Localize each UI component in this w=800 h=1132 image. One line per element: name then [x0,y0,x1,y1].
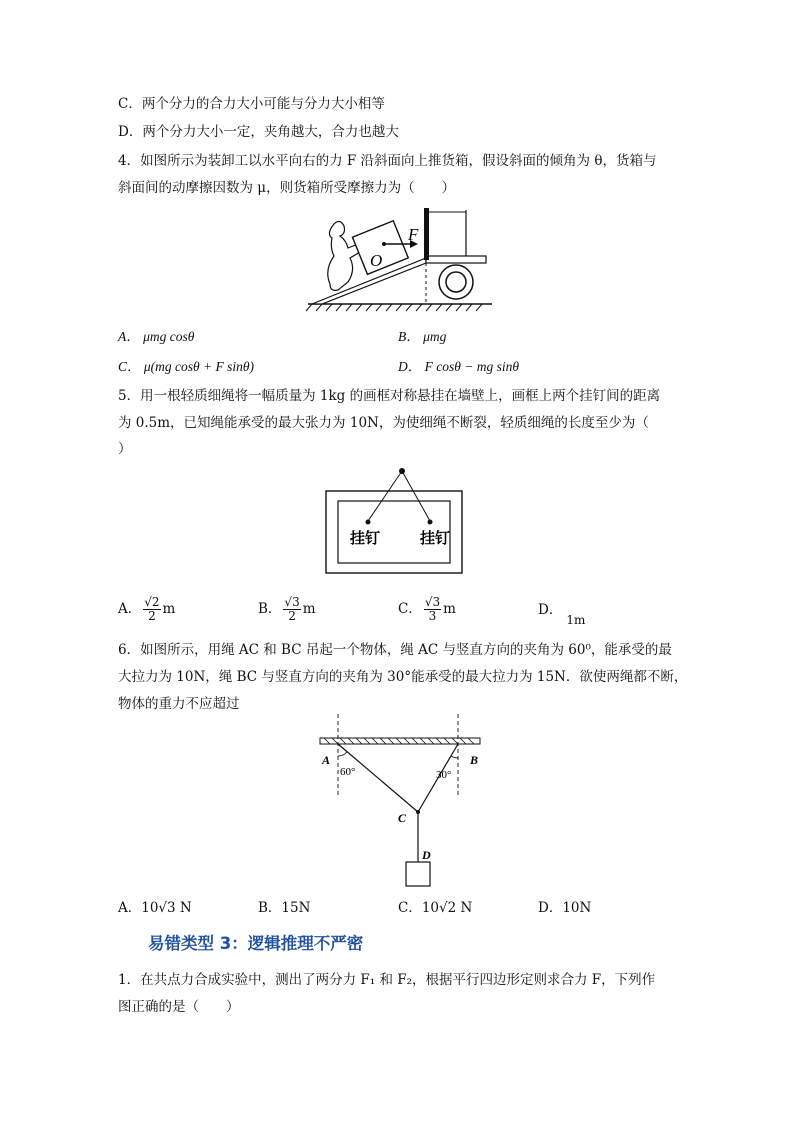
q4-force-label: F [408,225,419,244]
q6-text-line1: 6．如图所示，用绳 AC 和 BC 吊起一个物体，绳 AC 与竖直方向的夹角为 60⁰，能承受的最 [118,642,672,658]
q1-text-line2: 图正确的是（ ） [118,999,240,1015]
q4-text-line1: 4．如图所示为装卸工以水平向右的力 F 沿斜面向上推货箱，假设斜面的倾角为 θ，货箱与 [118,153,657,169]
q6-option-d[interactable]: D．10N [538,900,592,916]
q6-point-a: A [322,753,331,767]
q4-option-d[interactable]: D． F cosθ − mg sinθ [398,359,519,374]
option-d-previous: D．两个分力大小一定，夹角越大，合力也越大 [118,124,399,140]
q6-point-b: B [470,753,479,767]
q5-option-c[interactable]: C． $\frac{√3}{3}$ m [398,595,456,623]
q6-text-line2: 大拉力为 10N，绳 BC 与竖直方向的夹角为 30°能承受的最大拉力为 15N．欲使两绳都不断， [118,669,688,685]
q1-text-line1: 1．在共点力合成实验中，测出了两分力 F₁ 和 F₂，根据平行四边形定则求合力 F，下列作 [118,972,656,988]
q5-option-b[interactable]: B． $\frac{√3}{2}$ m [258,595,316,623]
q6-option-a[interactable]: A．10√3 N [118,900,192,916]
q4-option-a[interactable]: A． μmg cosθ [118,329,195,344]
q4-ramp-figure [300,200,500,318]
q5-nail-label-right: 挂钉 [420,529,451,547]
q6-text-line3: 物体的重力不应超过 [118,696,240,712]
q4-option-c[interactable]: C． μ(mg cosθ + F sinθ) [118,359,255,374]
q4-text-line2: 斜面间的动摩擦因数为 μ，则货箱所受摩擦力为（ ） [118,180,456,196]
q6-angle-b: 30° [436,769,452,781]
q5-text-line3: ） [118,441,132,457]
q5-option-a[interactable]: A． $\frac{√2}{2}$ m [118,595,176,623]
q5-frame-figure [324,465,464,575]
q6-angle-a: 60° [340,766,356,778]
q6-option-c[interactable]: C．10√2 N [398,900,473,916]
q6-point-c: C [398,811,407,825]
q5-option-d[interactable]: D．1m [538,602,586,627]
q4-point-label: O [370,251,383,270]
q5-text-line1: 5．用一根轻质细绳将一幅质量为 1kg 的画框对称悬挂在墙壁上，画框上两个挂钉间的距离 [118,388,661,404]
q6-option-b[interactable]: B．15N [258,900,311,916]
q6-point-d: D [422,848,431,862]
q4-option-b[interactable]: B． μmg [398,329,447,344]
q6-rope-figure [318,712,488,892]
q5-text-line2: 为 0.5m，已知绳能承受的最大张力为 10N，为使细绳不断裂，轻质细绳的长度至少为（ [118,415,649,431]
option-c-previous: C．两个分力的合力大小可能与分力大小相等 [118,96,385,112]
q5-nail-label-left: 挂钉 [350,529,381,547]
section-heading: 易错类型 3：逻辑推理不严密 [148,934,364,953]
